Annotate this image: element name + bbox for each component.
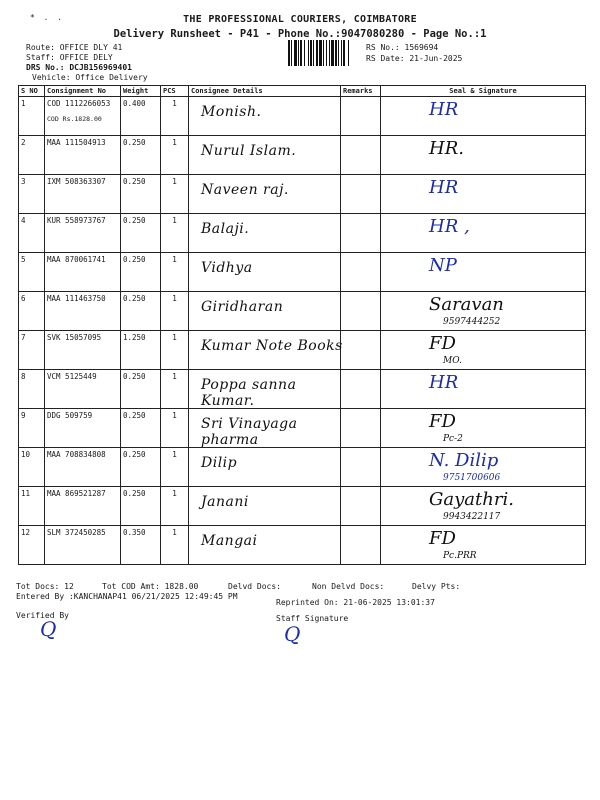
row-weight: 1.250 [121, 331, 161, 370]
consignment-number: KUR 558973767 [47, 216, 106, 225]
row-weight: 0.250 [121, 214, 161, 253]
barcode-graphic [288, 40, 360, 66]
verified-by-label: Verified By [16, 611, 69, 620]
signature-note: 9751700606 [443, 473, 501, 483]
row-consignment [45, 97, 121, 136]
signature: FD [429, 528, 456, 549]
consignment-number: MAA 111463750 [47, 294, 106, 303]
row-remarks [341, 292, 381, 331]
signature: N. Dilip [429, 450, 499, 471]
consignment-number: IXM 508363307 [47, 177, 106, 186]
consignment-number: DDG 509759 [47, 411, 93, 420]
row-seal-signature [381, 526, 586, 565]
table-row [19, 214, 586, 253]
signature: FD [429, 333, 456, 354]
row-consignee [189, 331, 341, 370]
row-weight: 0.250 [121, 370, 161, 409]
row-pcs: 1 [161, 409, 189, 448]
row-remarks [341, 448, 381, 487]
document-title: THE PROFESSIONAL COURIERS, COIMBATORE [183, 14, 417, 25]
row-seal-signature [381, 487, 586, 526]
row-consignee [189, 526, 341, 565]
header-consignee: Consignee Details [189, 86, 341, 97]
row-seal-signature [381, 214, 586, 253]
signature: HR [429, 372, 459, 393]
row-consignment [45, 253, 121, 292]
row-consignee [189, 97, 341, 136]
row-weight: 0.250 [121, 409, 161, 448]
row-consignee [189, 214, 341, 253]
row-pcs: 1 [161, 253, 189, 292]
consignment-number: MAA 708834808 [47, 450, 106, 459]
verified-signature: Q [40, 617, 57, 641]
consignment-number: MAA 870061741 [47, 255, 106, 264]
row-consignment [45, 292, 121, 331]
row-remarks [341, 97, 381, 136]
table-row [19, 409, 586, 448]
row-sno: 9 [19, 409, 45, 448]
consignee-name: Vidhya [201, 260, 253, 276]
row-remarks [341, 253, 381, 292]
consignment-number: SVK 15057095 [47, 333, 102, 342]
staff-label: Staff: OFFICE DELY [26, 53, 113, 62]
table-row [19, 175, 586, 214]
corner-mark: * . . [30, 13, 65, 22]
signature: HR [429, 177, 459, 198]
entered-by: Entered By :KANCHANAP41 06/21/2025 12:49:45 PM [16, 592, 238, 601]
table-row [19, 97, 586, 136]
table-row [19, 526, 586, 565]
row-remarks [341, 370, 381, 409]
row-pcs: 1 [161, 292, 189, 331]
row-consignment [45, 370, 121, 409]
row-pcs: 1 [161, 97, 189, 136]
row-remarks [341, 175, 381, 214]
row-remarks [341, 214, 381, 253]
staff-signature-mark: Q [284, 622, 301, 646]
row-pcs: 1 [161, 175, 189, 214]
row-consignee [189, 136, 341, 175]
table-header-row [19, 86, 586, 97]
consignee-name: Poppa sanna Kumar. [201, 377, 297, 409]
document-subtitle: Delivery Runsheet - P41 - Phone No.:9047080280 - Page No.:1 [113, 28, 487, 40]
row-consignment [45, 175, 121, 214]
vehicle-label: Vehicle: Office Delivery [32, 73, 148, 82]
signature: HR. [429, 138, 464, 159]
row-weight: 0.250 [121, 487, 161, 526]
header-consignment: Consignment No [45, 86, 121, 97]
table-row [19, 253, 586, 292]
row-remarks [341, 526, 381, 565]
consignee-name: Janani [201, 494, 249, 510]
row-pcs: 1 [161, 331, 189, 370]
row-seal-signature [381, 136, 586, 175]
row-weight: 0.250 [121, 136, 161, 175]
row-seal-signature [381, 370, 586, 409]
table-row [19, 136, 586, 175]
signature: Gayathri. [429, 489, 514, 510]
row-consignment [45, 487, 121, 526]
consignment-number: MAA 111504913 [47, 138, 106, 147]
row-pcs: 1 [161, 370, 189, 409]
row-seal-signature [381, 331, 586, 370]
row-remarks [341, 409, 381, 448]
row-consignment [45, 448, 121, 487]
row-pcs: 1 [161, 214, 189, 253]
row-seal-signature [381, 253, 586, 292]
row-weight: 0.250 [121, 253, 161, 292]
staff-signature-label: Staff Signature [276, 614, 349, 623]
delivered-docs: Delvd Docs: [228, 582, 281, 591]
row-consignee [189, 487, 341, 526]
signature: NP [429, 255, 457, 276]
row-remarks [341, 331, 381, 370]
row-weight: 0.250 [121, 448, 161, 487]
row-sno: 5 [19, 253, 45, 292]
consignee-name: Naveen raj. [201, 182, 289, 198]
header-seal-signature: Seal & Signature [381, 86, 586, 97]
row-sno: 4 [19, 214, 45, 253]
reprinted-on: Reprinted On: 21-06-2025 13:01:37 [276, 598, 435, 607]
consignment-number: SLM 372450285 [47, 528, 106, 537]
consignee-name: Nurul Islam. [201, 143, 297, 159]
consignee-name: Monish. [201, 104, 262, 120]
total-cod-amount: Tot COD Amt: 1828.00 [102, 582, 199, 591]
signature-note: MO. [443, 356, 462, 366]
delivery-points: Delvy Pts: [412, 582, 461, 591]
row-seal-signature [381, 175, 586, 214]
row-consignment [45, 526, 121, 565]
signature: HR , [429, 216, 470, 237]
consignee-name: Balaji. [201, 221, 250, 237]
row-consignment [45, 136, 121, 175]
route-label: Route: OFFICE DLY 41 [26, 43, 123, 52]
row-sno: 12 [19, 526, 45, 565]
runsheet-table [18, 85, 586, 565]
row-consignee [189, 409, 341, 448]
rs-number: RS No.: 1569694 [366, 43, 439, 52]
consignment-number: VCM 5125449 [47, 372, 97, 381]
row-consignee [189, 292, 341, 331]
consignment-number: COD 1112266053 [47, 99, 111, 108]
signature-note: 9597444252 [443, 317, 501, 327]
row-consignee [189, 448, 341, 487]
row-weight: 0.250 [121, 292, 161, 331]
drs-number: DRS No.: DCJB156969401 [26, 63, 132, 72]
row-sno: 7 [19, 331, 45, 370]
row-pcs: 1 [161, 487, 189, 526]
row-sno: 2 [19, 136, 45, 175]
row-sno: 6 [19, 292, 45, 331]
row-consignment [45, 214, 121, 253]
row-consignee [189, 370, 341, 409]
table-row [19, 292, 586, 331]
row-remarks [341, 487, 381, 526]
row-seal-signature [381, 292, 586, 331]
table-row [19, 487, 586, 526]
signature-note: 9943422117 [443, 512, 501, 522]
row-pcs: 1 [161, 526, 189, 565]
row-remarks [341, 136, 381, 175]
table-row [19, 448, 586, 487]
row-sno: 10 [19, 448, 45, 487]
consignee-name: Sri Vinayaga pharma [201, 416, 298, 448]
signature: HR [429, 99, 459, 120]
signature: FD [429, 411, 456, 432]
row-sno: 8 [19, 370, 45, 409]
signature: Saravan [429, 294, 504, 315]
header-remarks: Remarks [341, 86, 381, 97]
row-consignee [189, 253, 341, 292]
row-pcs: 1 [161, 136, 189, 175]
row-weight: 0.400 [121, 97, 161, 136]
consignee-name: Kumar Note Books [201, 338, 343, 354]
cod-note: COD Rs.1828.00 [47, 115, 102, 123]
header-pcs: PCS [161, 86, 189, 97]
row-consignment [45, 409, 121, 448]
signature-note: Pc-2 [443, 434, 463, 444]
row-seal-signature [381, 409, 586, 448]
row-seal-signature [381, 97, 586, 136]
row-sno: 1 [19, 97, 45, 136]
row-weight: 0.250 [121, 175, 161, 214]
consignee-name: Mangai [201, 533, 258, 549]
table-row [19, 370, 586, 409]
row-pcs: 1 [161, 448, 189, 487]
row-consignment [45, 331, 121, 370]
header-sno: S NO [19, 86, 45, 97]
rs-date: RS Date: 21-Jun-2025 [366, 54, 463, 63]
row-consignee [189, 175, 341, 214]
row-seal-signature [381, 448, 586, 487]
consignee-name: Dilip [201, 455, 238, 471]
consignment-number: MAA 869521287 [47, 489, 106, 498]
consignee-name: Giridharan [201, 299, 284, 315]
row-weight: 0.350 [121, 526, 161, 565]
non-delivered-docs: Non Delvd Docs: [312, 582, 385, 591]
table-row [19, 331, 586, 370]
total-docs: Tot Docs: 12 [16, 582, 74, 591]
header-weight: Weight [121, 86, 161, 97]
row-sno: 11 [19, 487, 45, 526]
row-sno: 3 [19, 175, 45, 214]
signature-note: Pc.PRR [443, 551, 477, 561]
